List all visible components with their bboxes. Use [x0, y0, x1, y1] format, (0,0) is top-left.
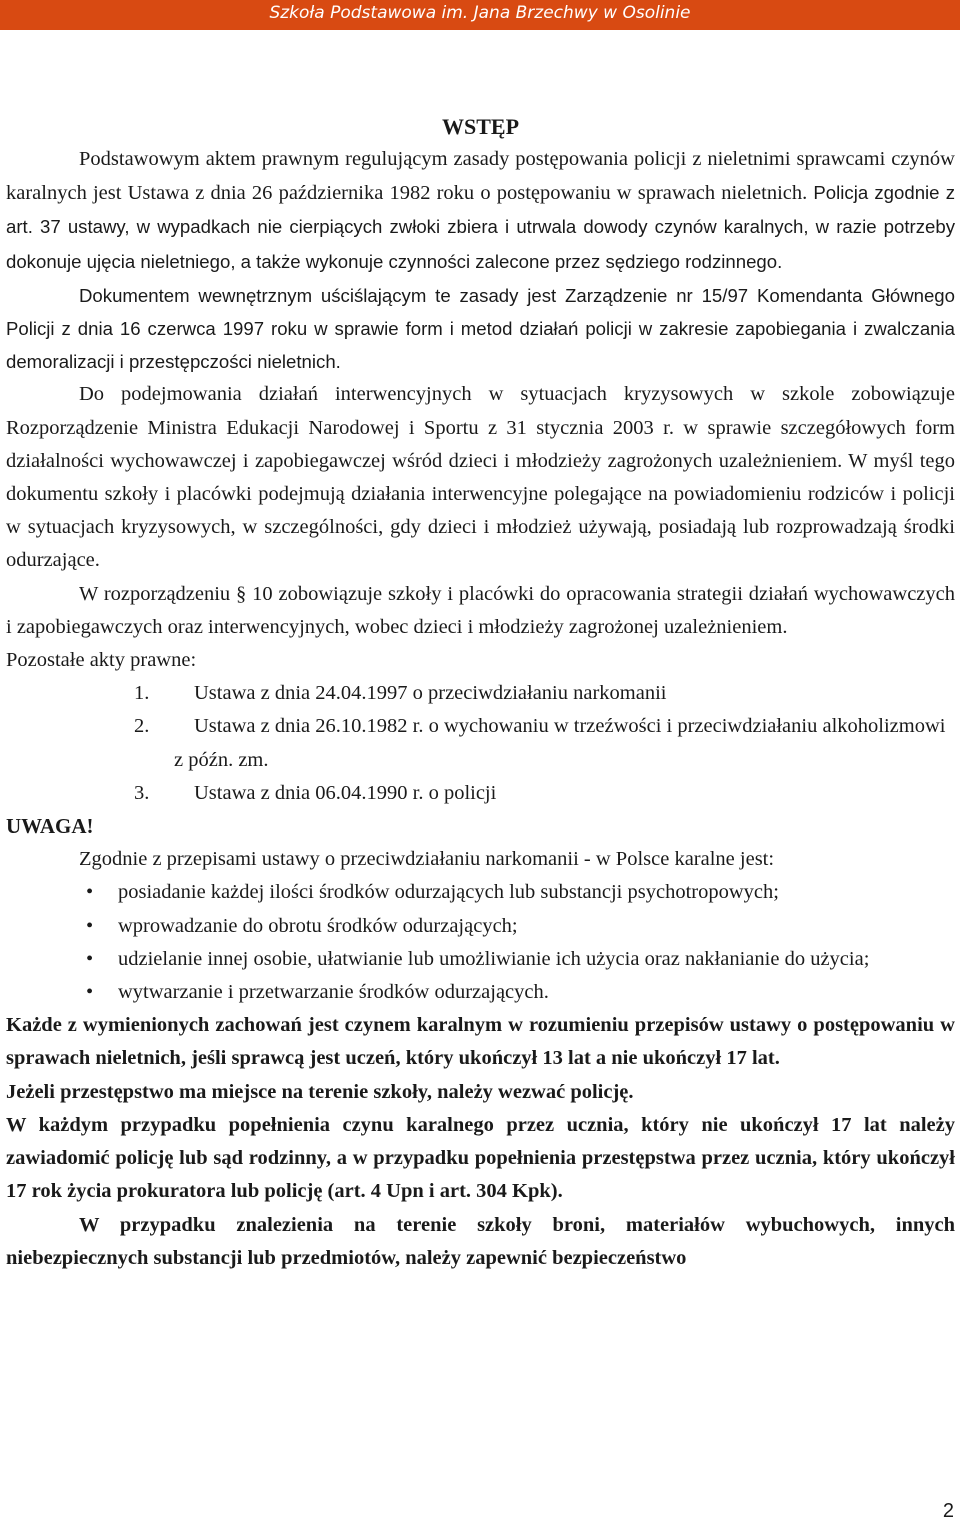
- act-text: Ustawa z dnia 24.04.1997 o przeciwdziałaniu narkomanii: [194, 682, 667, 705]
- act-item: [134, 777, 955, 810]
- bullet-icon: •: [86, 981, 94, 1004]
- punishable-act-item: [86, 876, 955, 909]
- intro-sentence-1: Podstawowym aktem prawnym regulującym zasady postępowania policji z nieletnimi sprawcami czynów karalnych jest Ustawa z dnia 26 października 1982 roku o postępowaniu w sprawach nieletnich.: [6, 148, 955, 205]
- act-number: 2.: [134, 715, 150, 738]
- punishable-act-text: wprowadzanie do obrotu środków odurzających;: [118, 914, 518, 937]
- act-text: Ustawa z dnia 06.04.1990 r. o policji: [194, 781, 497, 804]
- act-item: [134, 677, 955, 710]
- other-acts-label: Pozostałe akty prawne:: [6, 649, 197, 672]
- document-body: [6, 110, 955, 1275]
- bullet-icon: •: [86, 881, 94, 904]
- bold-paragraph-criminal-act: Każde z wymienionych zachowań jest czynem karalnym w rozumieniu przepisów ustawy o postępowaniu w sprawach nieletnich, jeśli sprawcą jest uczeń, który ukończył 13 lat a nie ukończył 17 lat.: [6, 1014, 955, 1070]
- bullet-icon: •: [86, 914, 94, 937]
- section-title: WSTĘP: [441, 114, 520, 139]
- regulation-paragraph: Dokumentem wewnętrznym uściślającym te zasady jest Zarządzenie nr 15/97 Komendanta Głównego Policji z dnia 16 czerwca 1997 roku w sprawie form i metod działań policji w zakresie zapobiegania i zwalczania demoralizacji i przestępczości nieletnich.: [6, 284, 955, 373]
- act-number: 1.: [134, 682, 150, 705]
- page-header: [0, 0, 960, 30]
- punishable-act-item: [86, 910, 955, 943]
- act-item: [134, 710, 955, 776]
- bold-paragraph-weapons: W przypadku znalezienia na terenie szkoły broni, materiałów wybuchowych, innych niebezpiecznych substancji lub przedmiotów, należy zapewnić bezpieczeństwo: [6, 1213, 955, 1269]
- page-number: 2: [942, 1500, 954, 1522]
- warning-label: UWAGA!: [6, 814, 94, 839]
- punishable-act-text: posiadanie każdej ilości środków odurzających lub substancji psychotropowych;: [118, 881, 779, 904]
- act-text: Ustawa z dnia 26.10.1982 r. o wychowaniu w trzeźwości i przeciwdziałaniu alkoholizmowi z późn. zm.: [174, 715, 946, 771]
- header-title: Szkoła Podstawowa im. Jana Brzechwy w Osolinie: [269, 3, 691, 23]
- warning-intro: Zgodnie z przepisami ustawy o przeciwdziałaniu narkomanii - w Polsce karalne jest:: [79, 848, 775, 871]
- punishable-act-item: [86, 943, 955, 976]
- acts-list: [6, 677, 955, 810]
- intervention-paragraph: Do podejmowania działań interwencyjnych w sytuacjach kryzysowych w szkole zobowiązuje Rozporządzenie Ministra Edukacji Narodowej i Sportu z 31 stycznia 2003 r. w sprawie szczegółowych form działalności wychowawczej i zapobiegawczej wśród dzieci i młodzieży zagrożonych uzależnieniem. W myśl tego dokumentu szkoły i placówki podejmują działania interwencyjne polegające na powiadomieniu rodziców i policji w sytuacjach kryzysowych, w szczególności, gdy dzieci i młodzież używają, posiadają lub rozprowadzają środki odurzające.: [6, 383, 955, 572]
- intro-sentence-2: Policja zgodnie z art. 37 ustawy, w wypadkach nie cierpiących zwłoki zbiera i utrwala dowody czynów karalnych, w razie potrzeby dokonuje ujęcia nieletniego, a także wykonuje czynności zalecone przez sędziego rodzinnego.: [6, 182, 955, 272]
- punishable-acts-list: [6, 876, 955, 1009]
- intro-paragraph: [6, 143, 955, 279]
- punishable-act-text: wytwarzanie i przetwarzanie środków odurzających.: [118, 981, 549, 1004]
- act-number: 3.: [134, 781, 150, 804]
- punishable-act-text: udzielanie innej osobie, ułatwianie lub umożliwianie ich użycia oraz nakłanianie do użycia;: [118, 947, 870, 970]
- strategy-paragraph: W rozporządzeniu § 10 zobowiązuje szkoły i placówki do opracowania strategii działań wychowawczych i zapobiegawczych oraz interwencyjnych, wobec dzieci i młodzieży zagrożonej uzależnieniem.: [6, 582, 955, 638]
- bold-paragraph-notify: W każdym przypadku popełnienia czynu karalnego przez ucznia, który nie ukończył 17 lat należy zawiadomić policję lub sąd rodzinny, a w przypadku popełnienia przestępstwa przez ucznia, który ukończył 17 rok życia prokuratora lub policję (art. 4 Upn i art. 304 Kpk).: [6, 1113, 955, 1203]
- bullet-icon: •: [86, 947, 94, 970]
- bold-paragraph-call-police: Jeżeli przestępstwo ma miejsce na terenie szkoły, należy wezwać policję.: [6, 1080, 634, 1103]
- punishable-act-item: [86, 976, 955, 1009]
